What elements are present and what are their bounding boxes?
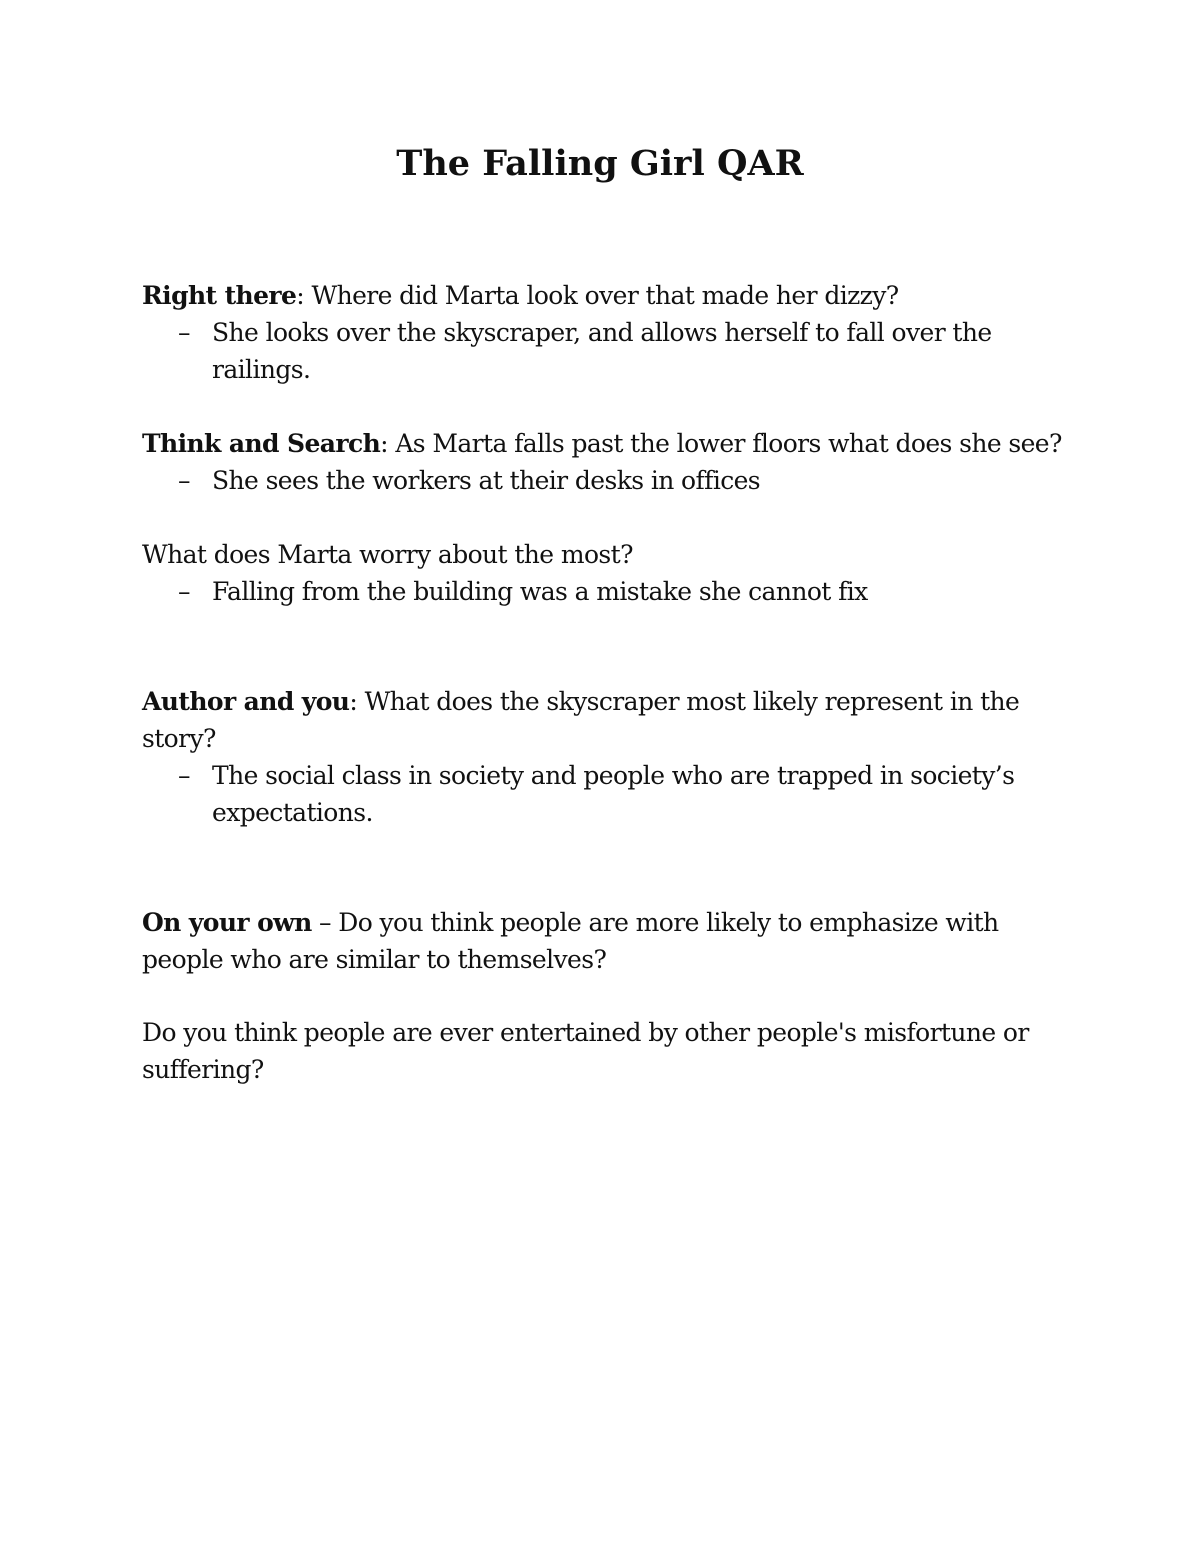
answer-text: She sees the workers at their desks in offices bbox=[212, 466, 761, 495]
question-text: What does the skyscraper most likely represent in the story? bbox=[142, 687, 1020, 753]
question-author-and-you bbox=[142, 683, 1072, 757]
question-right-there bbox=[142, 277, 1072, 314]
qar-section-on-your-own bbox=[142, 904, 1072, 978]
qar-section-misfortune bbox=[142, 1014, 1072, 1088]
dash-bullet: – bbox=[178, 318, 190, 347]
dash-bullet: – bbox=[178, 577, 190, 606]
dash-bullet: – bbox=[178, 466, 190, 495]
answer-text: The social class in society and people who are trapped in society’s expectations. bbox=[212, 761, 1015, 827]
question-text: Do you think people are ever entertained by other people's misfortune or suffering? bbox=[142, 1018, 1029, 1084]
question-think-and-search bbox=[142, 425, 1072, 462]
qar-section-right-there bbox=[142, 277, 1072, 388]
question-label: Think and Search bbox=[142, 429, 381, 458]
question-text: Do you think people are more likely to emphasize with people who are similar to themselves? bbox=[142, 908, 999, 974]
answer-think-and-search bbox=[142, 462, 1072, 499]
answer-marta-worry bbox=[142, 573, 1072, 610]
question-label: Author and you bbox=[142, 687, 350, 716]
question-marta-worry bbox=[142, 536, 1072, 573]
question-label: On your own bbox=[142, 908, 312, 937]
question-text: What does Marta worry about the most? bbox=[142, 540, 633, 569]
answer-text: Falling from the building was a mistake she cannot fix bbox=[212, 577, 868, 606]
qar-section-think-and-search bbox=[142, 425, 1072, 499]
question-on-your-own bbox=[142, 904, 1072, 978]
answer-author-and-you bbox=[142, 757, 1072, 831]
answer-text: She looks over the skyscraper, and allows herself to fall over the railings. bbox=[212, 318, 992, 384]
question-separator: : bbox=[380, 429, 388, 458]
document-title: The Falling Girl QAR bbox=[396, 143, 804, 184]
question-misfortune bbox=[142, 1014, 1072, 1088]
question-separator: : bbox=[349, 687, 358, 716]
answer-right-there bbox=[142, 314, 1072, 388]
dash-bullet: – bbox=[178, 761, 190, 790]
question-label: Right there bbox=[142, 281, 297, 310]
qar-section-marta-worry bbox=[142, 536, 1072, 610]
question-text: Where did Marta look over that made her dizzy? bbox=[304, 281, 899, 310]
question-separator: : bbox=[296, 281, 305, 310]
qar-section-author-and-you bbox=[142, 683, 1072, 831]
question-text: As Marta falls past the lower floors what does she see? bbox=[388, 429, 1062, 458]
question-separator: – bbox=[311, 908, 331, 937]
